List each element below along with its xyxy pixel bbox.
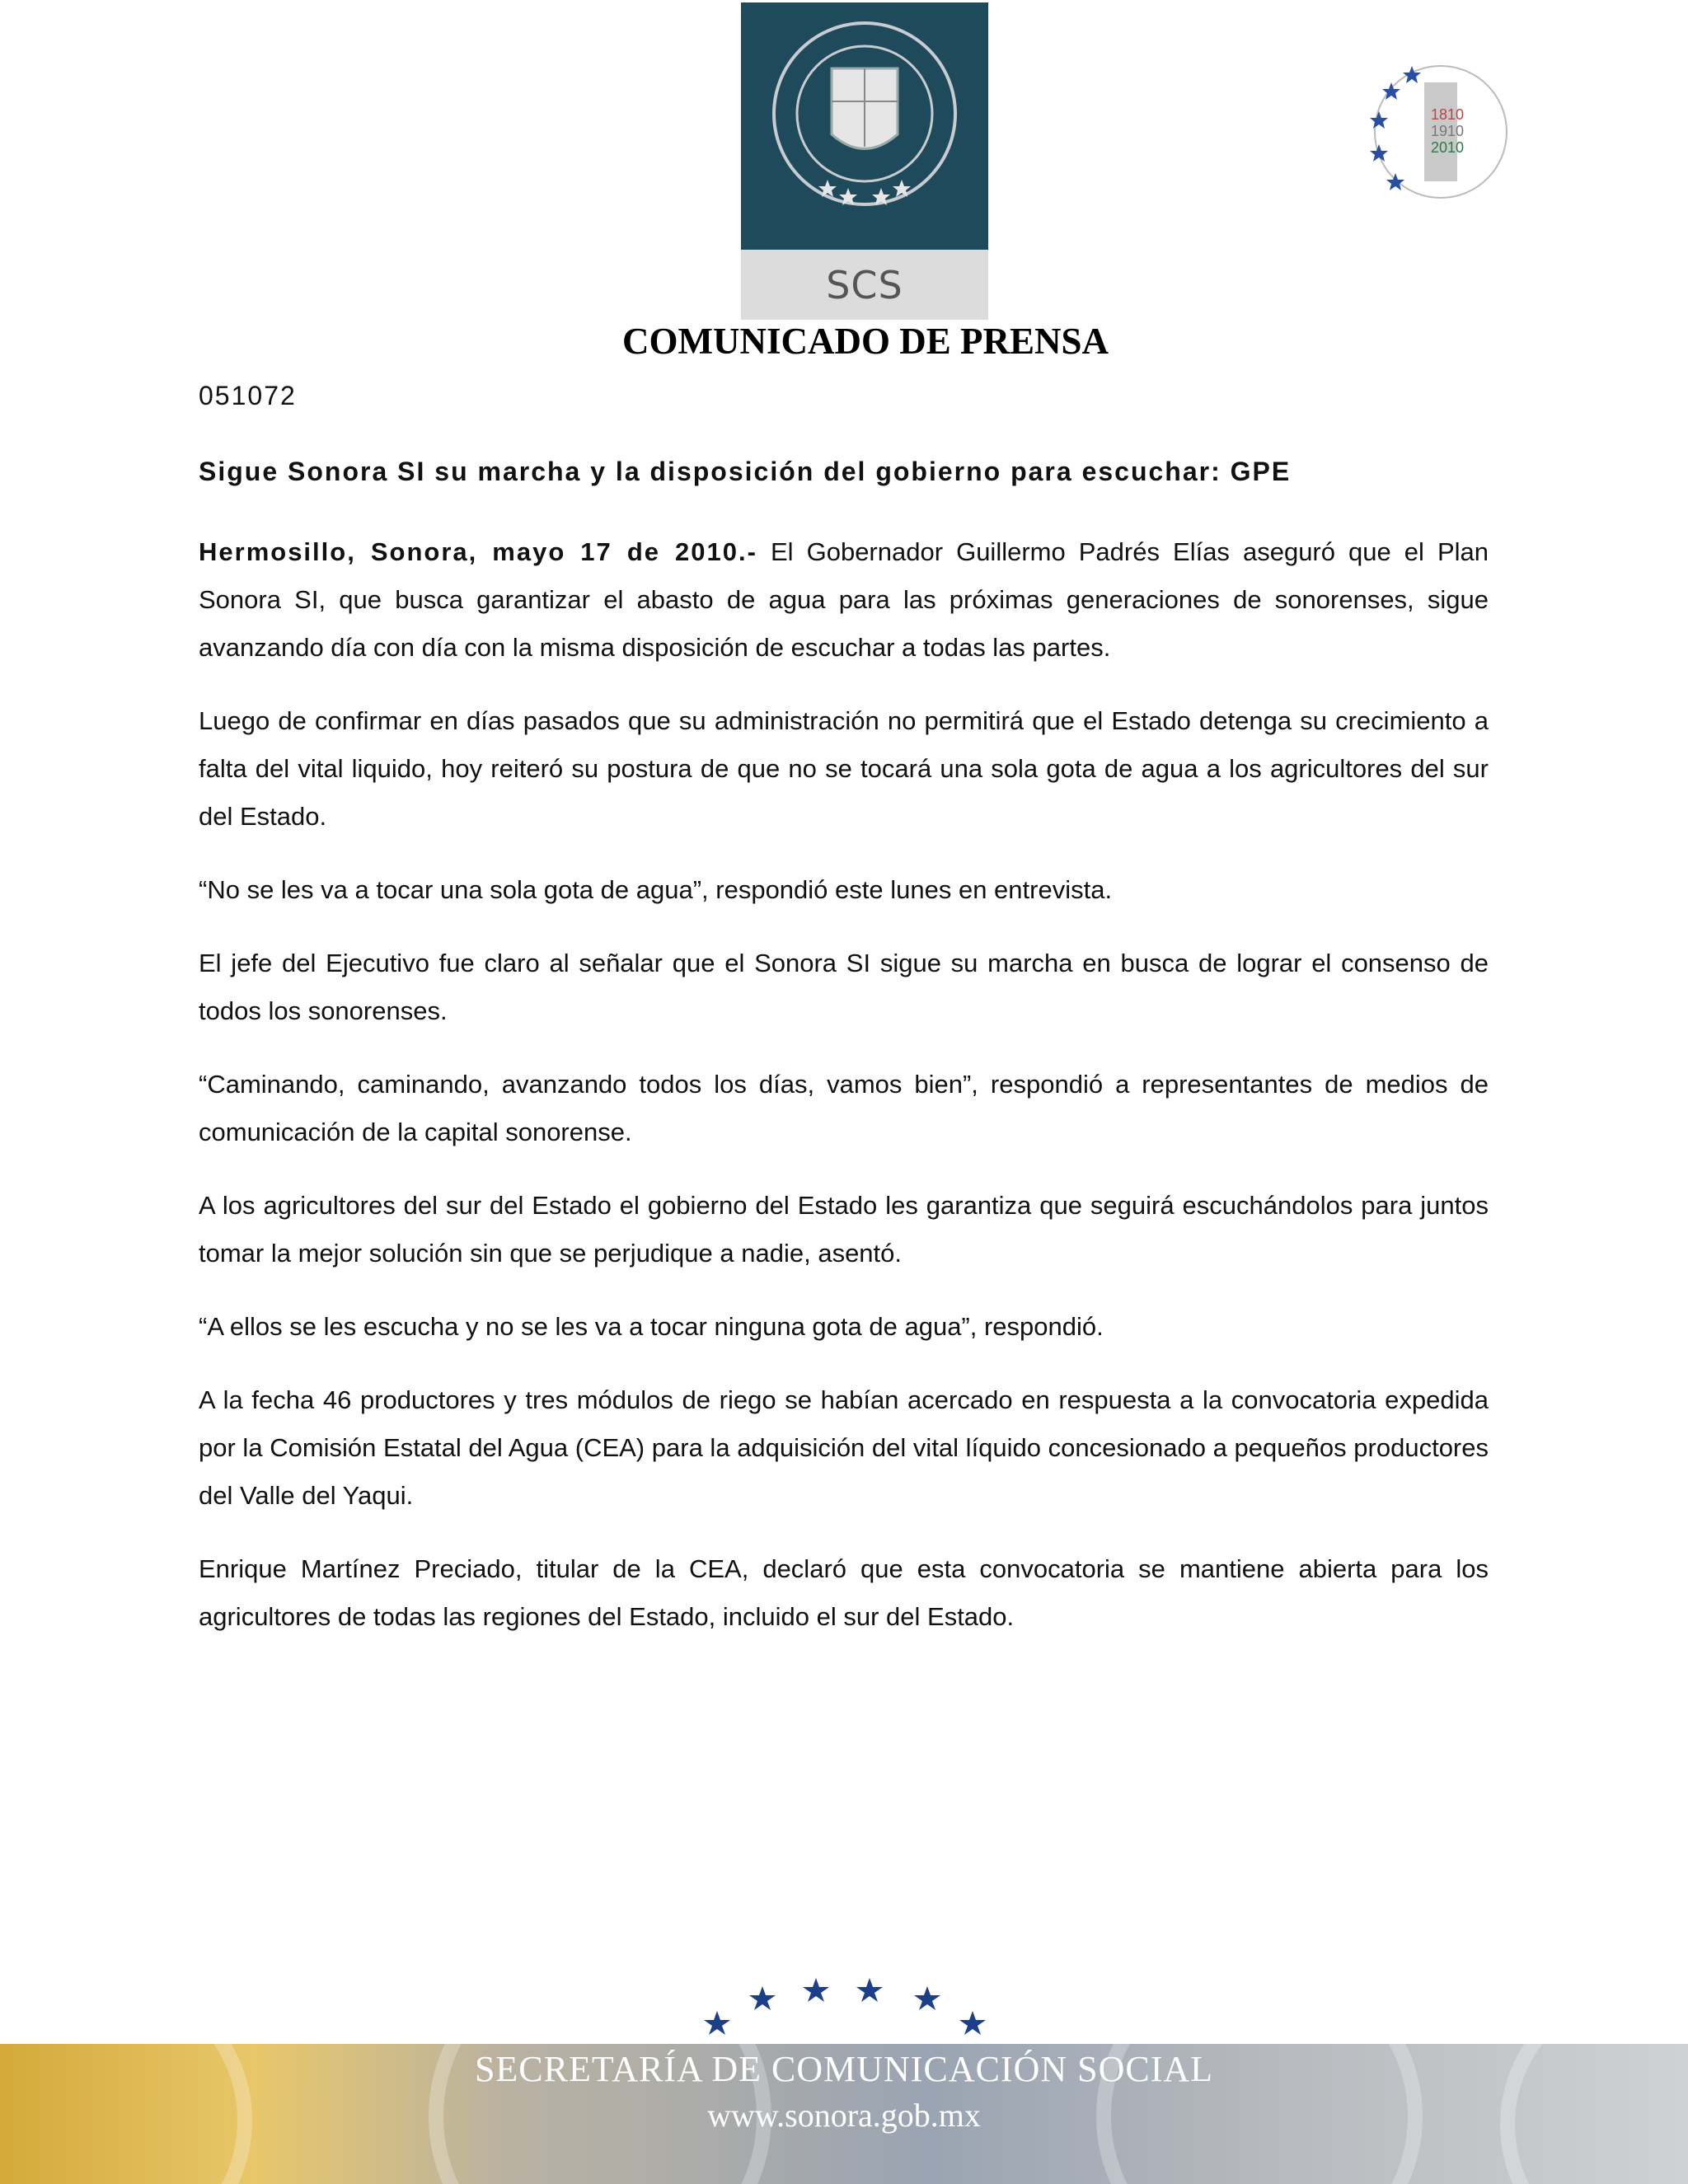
svg-text:2010: 2010 bbox=[1431, 139, 1465, 156]
logo-label: SCS bbox=[826, 262, 903, 307]
bicentenario-logo-icon bbox=[1358, 49, 1523, 214]
article-body bbox=[199, 528, 1489, 1666]
paragraph: A la fecha 46 productores y tres módulos de riego se habían acercado en respuesta a la convocatoria expedida por la Comisión Estatal del Agua (CEA) para la adquisición del vital líquido concesionado a pequeños productores del Valle del Yaqui. bbox=[199, 1385, 1489, 1510]
sonora-seal-icon bbox=[770, 19, 959, 209]
dateline: Hermosillo, Sonora, mayo 17 de 2010.- bbox=[199, 537, 757, 566]
footer-website-link[interactable]: www.sonora.gob.mx bbox=[707, 2097, 981, 2134]
paragraph: Enrique Martínez Preciado, titular de la CEA, declaró que esta convocatoria se mantiene abierta para los agricultores de todas las regiones del Estado, incluido el sur del Estado. bbox=[199, 1554, 1489, 1631]
paragraph-quote: “No se les va a tocar una sola gota de agua”, respondió este lunes en entrevista. bbox=[199, 875, 1113, 904]
paragraph-text: El Gobernador Guillermo Padrés Elías aseguró que el Plan Sonora SI, que busca garantizar el abasto de agua para las próximas generaciones de sonorenses, sigue avanzando día con día con la misma disposición de escuchar a todas las partes. bbox=[199, 537, 1489, 662]
footer-organization: SECRETARÍA DE COMUNICACIÓN SOCIAL bbox=[474, 2049, 1214, 2089]
footer-stars-icon bbox=[692, 1966, 1006, 2048]
paragraph-quote: “A ellos se les escucha y no se les va a tocar ninguna gota de agua”, respondió. bbox=[199, 1312, 1104, 1341]
paragraph: El jefe del Ejecutivo fue claro al señalar que el Sonora SI sigue su marcha en busca de lograr el consenso de todos los sonorenses. bbox=[199, 949, 1489, 1025]
logo-seal-panel bbox=[741, 2, 988, 250]
paragraph-quote: “Caminando, caminando, avanzando todos los días, vamos bien”, respondió a representantes de medios de comunicación de la capital sonorense. bbox=[199, 1070, 1489, 1146]
headline: Sigue Sonora SI su marcha y la disposición del gobierno para escuchar: GPE bbox=[199, 457, 1292, 486]
footer bbox=[0, 1966, 1688, 2184]
svg-text:1910: 1910 bbox=[1431, 123, 1465, 139]
press-release-title: COMUNICADO DE PRENSA bbox=[621, 321, 1109, 362]
paragraph-lead bbox=[199, 528, 1489, 672]
svg-text:1810: 1810 bbox=[1431, 106, 1465, 123]
scs-logo bbox=[741, 2, 988, 320]
paragraph: A los agricultores del sur del Estado el gobierno del Estado les garantiza que seguirá escuchándolos para juntos tomar la mejor solución sin que se perjudique a nadie, asentó. bbox=[199, 1191, 1489, 1268]
logo-label-panel bbox=[741, 250, 988, 320]
release-number: 051072 bbox=[199, 381, 297, 410]
paragraph: Luego de confirmar en días pasados que su administración no permitirá que el Estado detenga su crecimiento a falta del vital liquido, hoy reiteró su postura de que no se tocará una sola gota de agua a los agricultores del sur del Estado. bbox=[199, 706, 1489, 831]
